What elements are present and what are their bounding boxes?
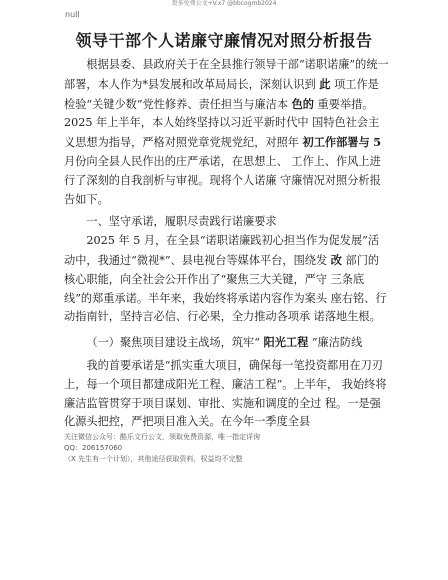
footer-note [64, 432, 389, 465]
intro-text-b: 项工作是检验“关键少数”党性修养、责任担当与廉洁本 [64, 77, 379, 111]
intro-text-e: 月份向全县人民作出的庄严承诺，在思想上、 工作上、作风上进行了深刻的自我剖析与审视。现将个人诺廉 守廉情况对照分析报告如下。 [64, 154, 381, 206]
commitment-paragraph [64, 232, 389, 327]
subsection-text-a: （一）聚焦项目建设主战场，筑牢“ [86, 336, 260, 350]
commitment-text-a: 年 [118, 234, 130, 248]
intro-text-c: 重要举措。 [317, 97, 374, 111]
footer-line-2: （X 先生有一个计划），其他途径获取资料，权益均不完整 [64, 455, 243, 464]
intro-text-a: 根据县委、县政府关于在全县推行领导干部“诺职诺廉”的统一部署，本人作为*县发展和改革局局长，深刻认识到 [64, 58, 389, 91]
footer-line-1: 关注微信公众号：酷乐文行公文，领取免费资源，唯一指定详询 [64, 433, 260, 442]
intro-date-2: 5 [373, 135, 382, 150]
project-paragraph: 我的首要承诺是“抓实重大项目，确保每一笔投资都用在刀刃上，每一个项目都建成阳光工程、廉洁工程”。上半年， 我始终将廉洁监管贯穿于项目谋划、审批、实施和调度的全过 程。一是强化源头把控，严把项目准入关。在今年一季度全县 [64, 358, 387, 429]
intro-bold-1: 此 [319, 76, 331, 91]
subsection-bold: 阳光工程 [263, 335, 309, 350]
intro-bold-3: 初工作部署与 [302, 135, 370, 150]
document-body [64, 56, 389, 465]
subsection-heading-1 [64, 333, 389, 353]
top-watermark: 更多免费公文+V.x7 @bbcogmb2024 [171, 0, 277, 7]
commitment-year: 2025 [86, 234, 115, 248]
section-heading-1: 一、坚守承诺，履职尽责践行诺廉要求 [86, 215, 277, 229]
intro-bold-2: 色的 [291, 96, 314, 111]
intro-text-d: 年上半年，本人始终坚持以习近平新时代中 国特色社会主义思想为指导，严格对照党章党规党纪，对照年 [64, 116, 380, 150]
subsection-text-b: ”廉洁防线 [311, 336, 363, 350]
commitment-month: 5 [133, 234, 141, 248]
page-title: 领导干部个人诺廉守廉情况对照分析报告 [75, 31, 373, 50]
intro-paragraph [64, 56, 389, 209]
footer-qq: QQ：206157060 [64, 444, 123, 453]
commitment-text-b: 月，在全县“诺职诺廉践初心担当作为促发展”活动中，我通过“微视*”、县电视台等媒体平台，围绕发 [64, 234, 380, 267]
header-small-label: null [65, 10, 80, 19]
intro-date-1: 2025 [64, 116, 93, 130]
commitment-text-c: 部门的核心职能，向全社会公开作出了“聚焦三大关键，严守 三条底线”的郑重承诺。半年来，我始终将承诺内容作为案头 座右铭、行动指南针，坚持言必信、行必果，全力推动各项承 诺落地生根。 [64, 253, 387, 324]
commitment-bold: 改 [330, 252, 342, 267]
